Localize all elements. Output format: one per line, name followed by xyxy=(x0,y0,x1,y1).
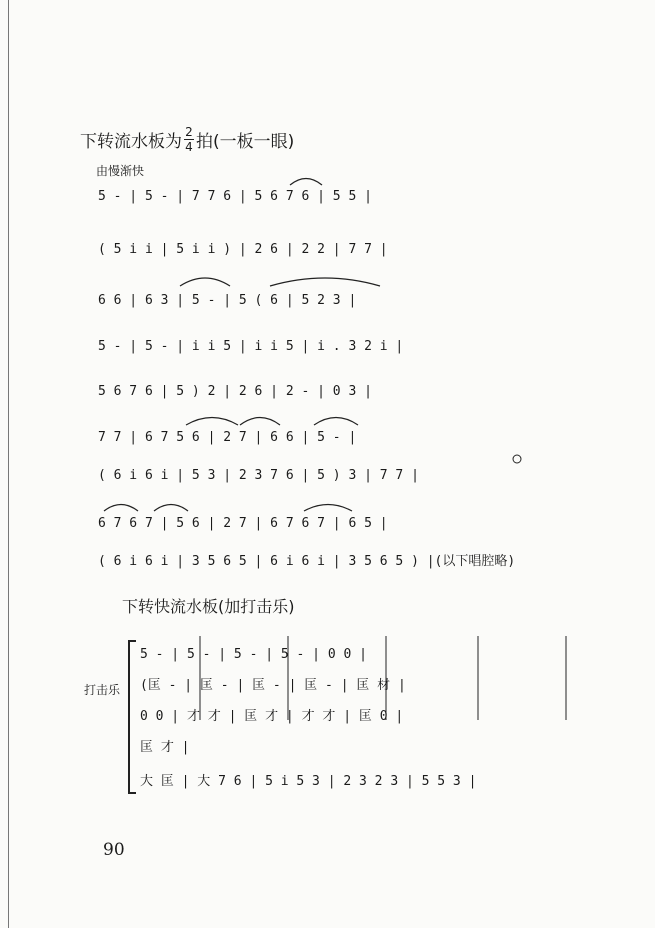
score-line: 7 7 | 6 7 5 6 | 2 7 | 6 6 | 5 - | xyxy=(98,430,357,445)
score-line: ( 6 i 6 i | 3 5 6 5 | 6 i 6 i | 3 5 6 5 ) |(以下唱腔略) xyxy=(98,554,516,569)
slur-mark xyxy=(104,505,138,512)
slur-mark xyxy=(186,418,238,426)
percussion-row xyxy=(130,773,570,799)
slur-mark xyxy=(290,179,322,186)
page-number: 90 xyxy=(103,840,125,860)
percussion-row xyxy=(130,677,570,703)
score-line: 6 6 | 6 3 | 5 - | 5 ( 6 | 5 2 3 | xyxy=(98,293,357,308)
score-line: 5 - | 5 - | i i 5 | i i 5 | i . 3 2 i | xyxy=(98,339,404,354)
score-line: ( 5 i i | 5 i i ) | 2 6 | 2 2 | 7 7 | xyxy=(98,242,388,257)
time-signature-denominator: 4 xyxy=(185,140,193,154)
percussion-line: (匡 - | 匡 - | 匡 - | 匡 - | 匡 材 | xyxy=(140,678,406,693)
score-line: 5 - | 5 - | 7 7 6 | 5 6 7 6 | 5 5 | xyxy=(98,189,372,204)
score-row xyxy=(98,383,568,409)
slur-mark xyxy=(154,505,188,512)
score-line: ( 6 i 6 i | 5 3 | 2 3 7 6 | 5 ) 3 | 7 7 | xyxy=(98,468,419,483)
section-title-kuailiushui: 下转快流水板(加打击乐) xyxy=(122,597,295,616)
section-title-liushui xyxy=(80,126,294,153)
title-text-b: 拍(一板一眼) xyxy=(196,132,295,152)
percussion-row xyxy=(130,708,570,734)
percussion-row xyxy=(130,646,570,672)
percussion-row xyxy=(130,739,570,765)
score-row xyxy=(98,338,568,364)
score-row xyxy=(98,292,568,318)
page-binding-edge xyxy=(8,0,9,928)
slur-mark xyxy=(314,418,358,426)
slur-mark xyxy=(304,505,352,512)
percussion-line: 5 - | 5 - | 5 - | 5 - | 0 0 | xyxy=(140,647,367,662)
score-row xyxy=(98,429,568,455)
score-line: 6 7 6 7 | 5 6 | 2 7 | 6 7 6 7 | 6 5 | xyxy=(98,516,388,531)
score-row xyxy=(98,553,568,579)
score-row xyxy=(98,188,568,214)
percussion-line: 0 0 | 才 才 | 匡 才 | 才 才 | 匡 0 | xyxy=(140,709,404,724)
score-row xyxy=(98,515,568,541)
score-row xyxy=(98,241,568,267)
slur-mark xyxy=(240,418,280,426)
title-text-a: 下转流水板为 xyxy=(80,132,182,152)
time-signature-numerator: 2 xyxy=(185,125,193,139)
tie-mark xyxy=(270,278,380,286)
percussion-label: 打击乐 xyxy=(84,683,121,697)
score-line: 5 6 7 6 | 5 ) 2 | 2 6 | 2 - | 0 3 | xyxy=(98,384,372,399)
percussion-line: 匡 才 | xyxy=(140,740,190,755)
percussion-line: 大 匡 | 大 7 6 | 5 i 5 3 | 2 3 2 3 | 5 5 3 | xyxy=(140,774,477,789)
slur-mark xyxy=(180,278,230,286)
score-row xyxy=(98,467,568,493)
time-signature xyxy=(184,126,194,153)
tempo-marking: 由慢渐快 xyxy=(96,164,145,178)
fermata-mark xyxy=(513,455,521,463)
